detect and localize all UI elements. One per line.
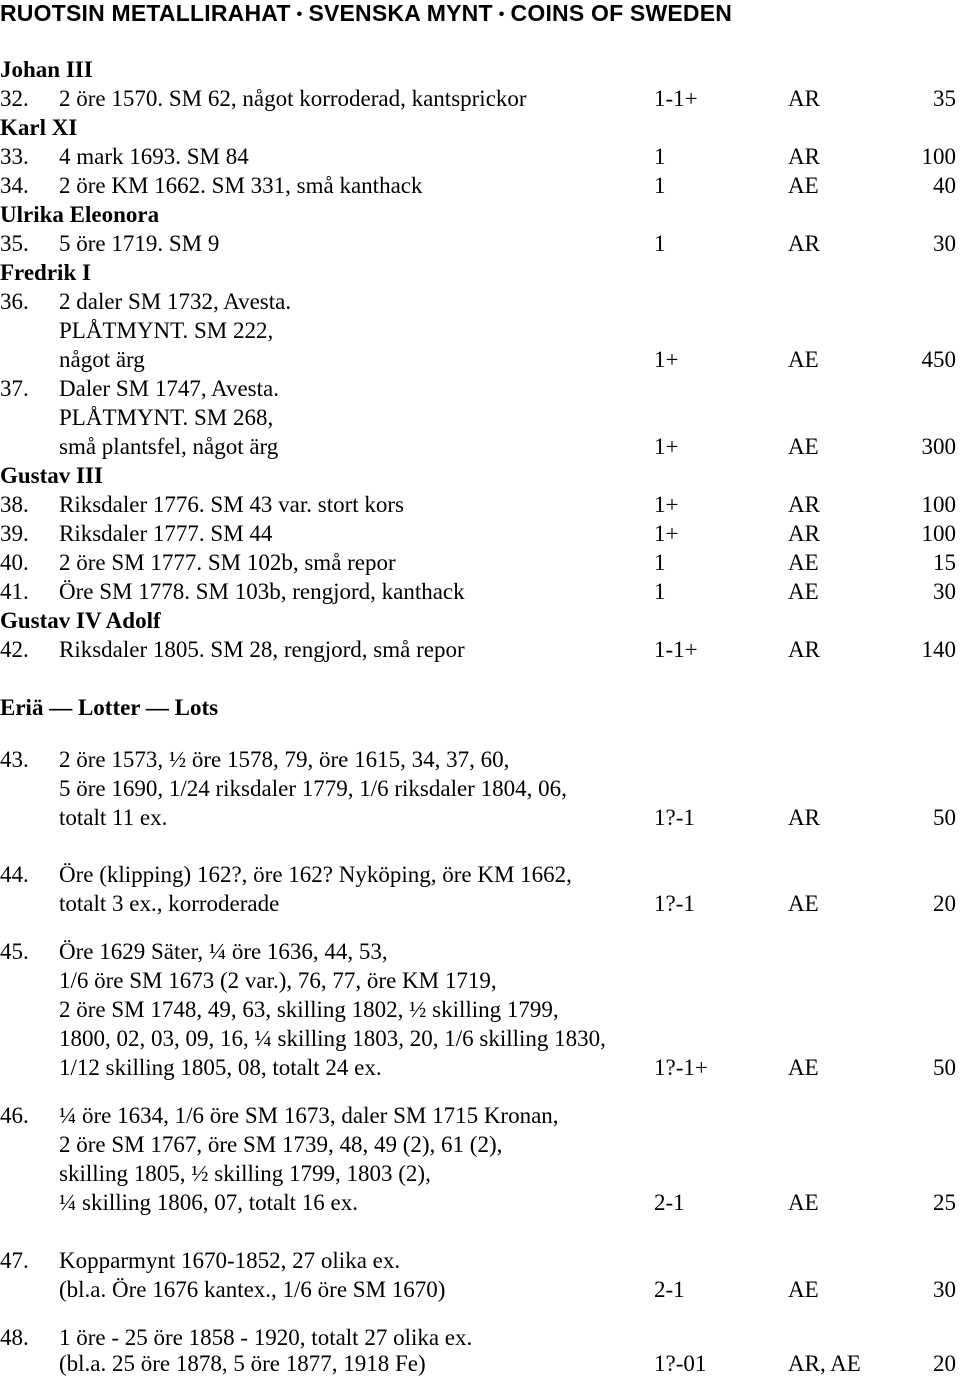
lot-price: 30	[933, 579, 956, 604]
lot-metal: AE	[788, 434, 819, 459]
lot-metal: AE	[788, 891, 819, 916]
lot-row	[0, 577, 960, 606]
lot-continuation	[0, 803, 960, 832]
lot-continuation	[0, 889, 960, 918]
lot-number: 40.	[0, 550, 29, 575]
lot-continuation	[0, 995, 960, 1024]
header-finnish: RUOTSIN METALLIRAHAT	[0, 0, 291, 26]
lot-number: 33.	[0, 144, 29, 169]
lot-grade: 1?-01	[654, 1351, 707, 1376]
lot-metal: AR	[788, 144, 820, 169]
lot-number: 44.	[0, 862, 29, 887]
lot-number: 32.	[0, 86, 29, 111]
lot-description: Riksdaler 1776. SM 43 var. stort kors	[59, 492, 404, 517]
lot-description: (bl.a. Öre 1676 kantex., 1/6 öre SM 1670)	[59, 1277, 446, 1302]
lot-description: Riksdaler 1777. SM 44	[59, 521, 273, 546]
lot-price: 30	[933, 231, 956, 256]
lot-row	[0, 548, 960, 577]
lot-description: små plantsfel, något ärg	[59, 434, 279, 459]
header-english: COINS OF SWEDEN	[510, 0, 733, 26]
lot-row	[0, 374, 960, 403]
lot-continuation	[0, 432, 960, 461]
lot-description: 2 öre 1570. SM 62, något korroderad, kantsprickor	[59, 86, 527, 111]
lot-continuation	[0, 316, 960, 345]
lot-grade: 1	[654, 579, 666, 604]
lot-description: 2 öre SM 1777. SM 102b, små repor	[59, 550, 396, 575]
lot-row	[0, 635, 960, 664]
lot-grade: 1	[654, 550, 666, 575]
lot-continuation	[0, 1275, 960, 1304]
section-heading: Ulrika Eleonora	[0, 202, 160, 227]
lot-description: Öre 1629 Säter, ¼ öre 1636, 44, 53,	[59, 939, 388, 964]
lot-price: 20	[933, 1351, 956, 1376]
lot-price: 100	[921, 492, 956, 517]
lot-description: Öre (klipping) 162?, öre 162? Nyköping, öre KM 1662,	[59, 862, 572, 887]
lot-price: 100	[921, 144, 956, 169]
lot-row	[0, 1246, 960, 1275]
lot-description: 1/6 öre SM 1673 (2 var.), 76, 77, öre KM 1719,	[59, 968, 497, 993]
lot-grade: 2-1	[654, 1190, 685, 1215]
lot-row	[0, 937, 960, 966]
lot-price: 15	[933, 550, 956, 575]
lot-metal: AE	[788, 173, 819, 198]
lot-grade: 1	[654, 144, 666, 169]
lot-description: 1/12 skilling 1805, 08, totalt 24 ex.	[59, 1055, 382, 1080]
lot-continuation	[0, 774, 960, 803]
lot-price: 30	[933, 1277, 956, 1302]
lot-continuation	[0, 1349, 960, 1378]
lot-grade: 1	[654, 231, 666, 256]
lot-price: 20	[933, 891, 956, 916]
section-heading: Johan III	[0, 57, 93, 82]
lot-continuation	[0, 1053, 960, 1082]
lot-description: Daler SM 1747, Avesta.	[59, 376, 279, 401]
lot-metal: AR, AE	[788, 1351, 861, 1376]
page-header	[0, 0, 732, 27]
lot-row	[0, 171, 960, 200]
lot-continuation	[0, 1188, 960, 1217]
bullet-separator: •	[498, 6, 505, 23]
lot-continuation	[0, 966, 960, 995]
lot-continuation	[0, 1159, 960, 1188]
bullet-separator: •	[296, 6, 303, 23]
lot-price: 140	[921, 637, 956, 662]
lot-description: ¼ öre 1634, 1/6 öre SM 1673, daler SM 1715 Kronan,	[59, 1103, 559, 1128]
section-heading: Gustav IV Adolf	[0, 608, 161, 633]
lot-metal: AE	[788, 1055, 819, 1080]
lot-metal: AR	[788, 521, 820, 546]
lot-number: 38.	[0, 492, 29, 517]
lot-description: 5 öre 1719. SM 9	[59, 231, 220, 256]
section-heading: Fredrik I	[0, 260, 91, 285]
lot-grade: 1	[654, 173, 666, 198]
lot-row	[0, 519, 960, 548]
lot-grade: 1-1+	[654, 86, 698, 111]
lot-metal: AE	[788, 550, 819, 575]
lot-metal: AR	[788, 805, 820, 830]
lot-description: 2 öre 1573, ½ öre 1578, 79, öre 1615, 34, 37, 60,	[59, 747, 510, 772]
lot-metal: AE	[788, 1190, 819, 1215]
lot-number: 43.	[0, 747, 29, 772]
lot-metal: AR	[788, 637, 820, 662]
lot-row	[0, 490, 960, 519]
lot-grade: 1?-1	[654, 891, 695, 916]
lot-row	[0, 229, 960, 258]
lot-row	[0, 860, 960, 889]
lot-description: 1800, 02, 03, 09, 16, ¼ skilling 1803, 20, 1/6 skilling 1830,	[59, 1026, 606, 1051]
lot-row	[0, 287, 960, 316]
lot-price: 25	[933, 1190, 956, 1215]
lot-number: 36.	[0, 289, 29, 314]
lot-price: 100	[921, 521, 956, 546]
lot-description: 5 öre 1690, 1/24 riksdaler 1779, 1/6 riksdaler 1804, 06,	[59, 776, 567, 801]
lot-grade: 1+	[654, 521, 679, 546]
lot-price: 40	[933, 173, 956, 198]
lot-metal: AR	[788, 231, 820, 256]
lot-continuation	[0, 403, 960, 432]
lot-description: 2 öre SM 1767, öre SM 1739, 48, 49 (2), 61 (2),	[59, 1132, 503, 1157]
lot-description: ¼ skilling 1806, 07, totalt 16 ex.	[59, 1190, 358, 1215]
lot-number: 46.	[0, 1103, 29, 1128]
lot-price: 50	[933, 805, 956, 830]
lot-row	[0, 745, 960, 774]
lot-continuation	[0, 345, 960, 374]
section-heading: Gustav III	[0, 463, 103, 488]
lot-price: 50	[933, 1055, 956, 1080]
lot-description: Öre SM 1778. SM 103b, rengjord, kanthack	[59, 579, 465, 604]
lot-number: 37.	[0, 376, 29, 401]
lot-price: 450	[921, 347, 956, 372]
lot-description: PLÅTMYNT. SM 268,	[59, 405, 274, 430]
lot-description: Riksdaler 1805. SM 28, rengjord, små repor	[59, 637, 465, 662]
lot-number: 39.	[0, 521, 29, 546]
lot-description: något ärg	[59, 347, 145, 372]
lot-metal: AE	[788, 1277, 819, 1302]
lot-number: 47.	[0, 1248, 29, 1273]
lot-number: 45.	[0, 939, 29, 964]
lot-description: skilling 1805, ½ skilling 1799, 1803 (2),	[59, 1161, 431, 1186]
lot-metal: AR	[788, 86, 820, 111]
lot-metal: AE	[788, 579, 819, 604]
lot-grade: 1+	[654, 347, 679, 372]
lot-description: (bl.a. 25 öre 1878, 5 öre 1877, 1918 Fe)	[59, 1351, 426, 1376]
lot-number: 35.	[0, 231, 29, 256]
lot-description: totalt 11 ex.	[59, 805, 168, 830]
lot-continuation	[0, 1130, 960, 1159]
header-swedish: SVENSKA MYNT	[308, 0, 493, 26]
lot-metal: AR	[788, 492, 820, 517]
lot-continuation	[0, 1024, 960, 1053]
lot-row	[0, 84, 960, 113]
lot-price: 300	[921, 434, 956, 459]
lot-metal: AE	[788, 347, 819, 372]
lot-description: PLÅTMYNT. SM 222,	[59, 318, 274, 343]
lot-description: Kopparmynt 1670-1852, 27 olika ex.	[59, 1248, 401, 1273]
lot-description: totalt 3 ex., korroderade	[59, 891, 280, 916]
lot-description: 2 daler SM 1732, Avesta.	[59, 289, 292, 314]
lot-description: 2 öre KM 1662. SM 331, små kanthack	[59, 173, 423, 198]
lot-row	[0, 1101, 960, 1130]
lot-grade: 1+	[654, 492, 679, 517]
lot-description: 1 öre - 25 öre 1858 - 1920, totalt 27 olika ex.	[59, 1325, 473, 1350]
lot-number: 48.	[0, 1325, 29, 1350]
lot-grade: 1?-1	[654, 805, 695, 830]
lot-number: 42.	[0, 637, 29, 662]
lot-price: 35	[933, 86, 956, 111]
lot-description: 2 öre SM 1748, 49, 63, skilling 1802, ½ skilling 1799,	[59, 997, 559, 1022]
lot-grade: 2-1	[654, 1277, 685, 1302]
lot-row	[0, 1323, 960, 1352]
lot-number: 41.	[0, 579, 29, 604]
lot-row	[0, 142, 960, 171]
lot-grade: 1?-1+	[654, 1055, 708, 1080]
section-heading: Eriä — Lotter — Lots	[0, 695, 219, 720]
lot-description: 4 mark 1693. SM 84	[59, 144, 249, 169]
lot-grade: 1+	[654, 434, 679, 459]
lot-grade: 1-1+	[654, 637, 698, 662]
lot-number: 34.	[0, 173, 29, 198]
section-heading: Karl XI	[0, 115, 78, 140]
